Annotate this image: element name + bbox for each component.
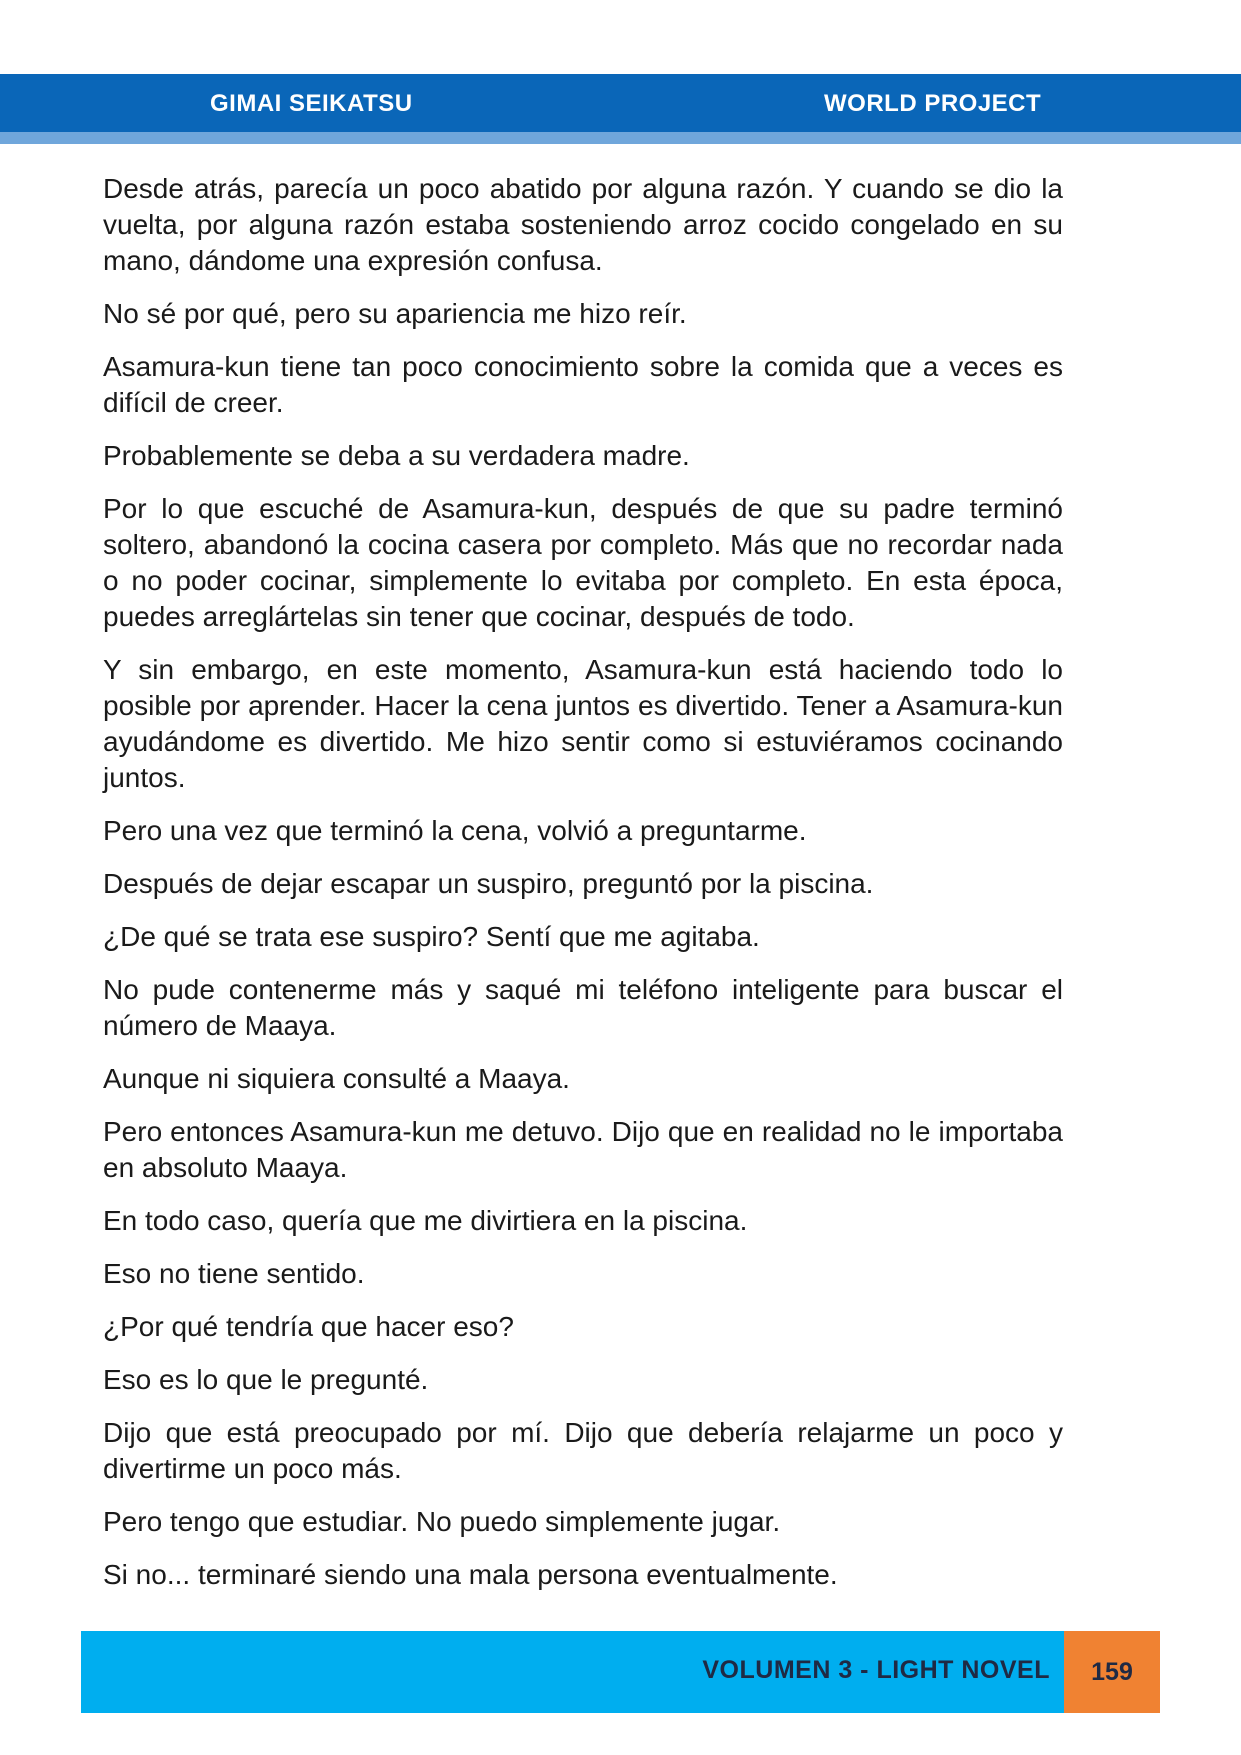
paragraph: No sé por qué, pero su apariencia me hizo reír. <box>103 298 687 329</box>
footer-bar <box>81 1631 1064 1713</box>
paragraph: Aunque ni siquiera consulté a Maaya. <box>103 1063 570 1094</box>
paragraph: Y sin embargo, en este momento, Asamura-kun está haciendo todo lo posible por aprender. Hacer la cena juntos es divertido. Tener a Asamura-kun ayudándome es divertido. Me hizo sentir como si estuviéramos cocinando juntos. <box>103 654 1063 793</box>
paragraph: En todo caso, quería que me divirtiera en la piscina. <box>103 1205 748 1236</box>
header-bar <box>0 74 1241 132</box>
paragraph: Pero tengo que estudiar. No puedo simplemente jugar. <box>103 1506 781 1537</box>
paragraph: ¿De qué se trata ese suspiro? Sentí que me agitaba. <box>103 921 760 952</box>
paragraph: Pero entonces Asamura-kun me detuvo. Dijo que en realidad no le importaba en absoluto Maaya. <box>103 1116 1063 1183</box>
page-body <box>103 171 1063 1610</box>
paragraph: Desde atrás, parecía un poco abatido por alguna razón. Y cuando se dio la vuelta, por alguna razón estaba sosteniendo arroz cocido congelado en su mano, dándome una expresión confusa. <box>103 173 1063 276</box>
paragraph: Eso es lo que le pregunté. <box>103 1364 429 1395</box>
paragraph: Eso no tiene sentido. <box>103 1258 365 1289</box>
paragraph: Por lo que escuché de Asamura-kun, después de que su padre terminó soltero, abandonó la cocina casera por completo. Más que no recordar nada o no poder cocinar, simplemente lo evitaba por completo. En esta época, puedes arreglártelas sin tener que cocinar, después de todo. <box>103 493 1063 632</box>
header-project-title: WORLD PROJECT <box>824 90 1042 117</box>
paragraph: Dijo que está preocupado por mí. Dijo que debería relajarme un poco y divertirme un poco más. <box>103 1417 1063 1484</box>
paragraph: Después de dejar escapar un suspiro, preguntó por la piscina. <box>103 868 874 899</box>
paragraph: ¿Por qué tendría que hacer eso? <box>103 1311 514 1342</box>
header-stripe <box>0 132 1241 144</box>
paragraph: Si no... terminaré siendo una mala persona eventualmente. <box>103 1559 838 1590</box>
header-series-title: GIMAI SEIKATSU <box>210 90 413 117</box>
footer-volume-label: VOLUMEN 3 - LIGHT NOVEL <box>702 1656 1050 1684</box>
paragraph: Pero una vez que terminó la cena, volvió a preguntarme. <box>103 815 807 846</box>
paragraph: Asamura-kun tiene tan poco conocimiento sobre la comida que a veces es difícil de creer. <box>103 351 1063 418</box>
paragraph: Probablemente se deba a su verdadera madre. <box>103 440 690 471</box>
page-number: 159 <box>1064 1631 1160 1713</box>
paragraph: No pude contenerme más y saqué mi teléfono inteligente para buscar el número de Maaya. <box>103 974 1063 1041</box>
